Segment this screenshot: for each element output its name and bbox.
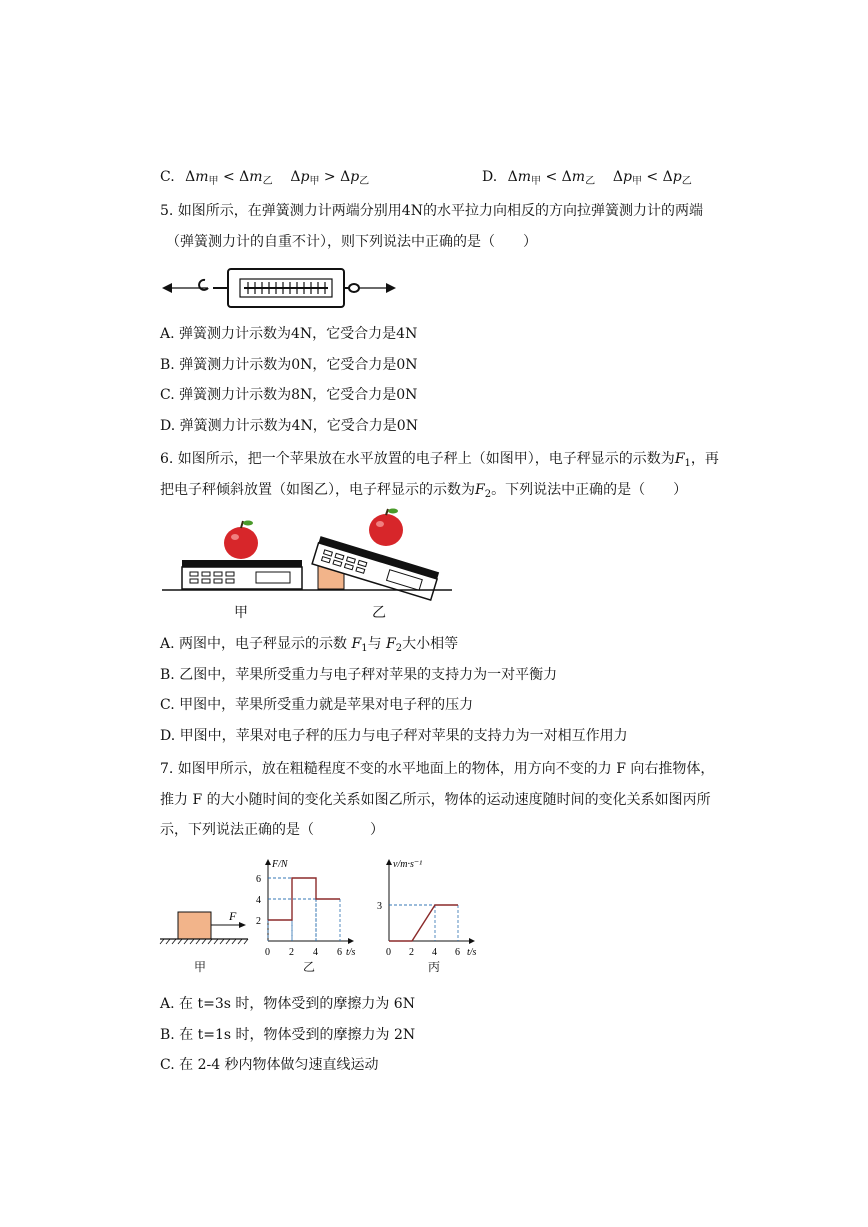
force-time-chart xyxy=(255,855,380,960)
q7-option-a[interactable]: A. 在 t=3s 时，物体受到的摩擦力为 6N xyxy=(160,996,415,1012)
q5-stem-line1: 5. 如图所示，在弹簧测力计两端分别用4N的水平拉力向相反的方向拉弹簧测力计的两端 xyxy=(160,203,703,219)
y-axis-label: v/m·s⁻¹ xyxy=(393,859,423,870)
velocity-time-chart xyxy=(378,855,498,960)
q6-stem-line1 xyxy=(160,449,719,474)
q4-option-c-formula: $\Delta m_甲 < \Delta m_乙$ $\Delta p_甲 > \Delta p_乙$ xyxy=(185,169,370,187)
q6-option-b[interactable]: B. 乙图中，苹果所受重力与电子秤对苹果的支持力为一对平衡力 xyxy=(160,667,558,683)
q7-option-b[interactable]: B. 在 t=1s 时，物体受到的摩擦力为 2N xyxy=(160,1027,416,1043)
y-tick-label: 6 xyxy=(256,874,261,885)
x-tick-label: 4 xyxy=(313,947,318,958)
q6-option-a-f1-sub: 1 xyxy=(361,643,368,654)
q6-option-c[interactable]: C. 甲图中，苹果所受重力就是苹果对电子秤的压力 xyxy=(160,697,474,713)
block-figure xyxy=(158,905,253,947)
x-axis-label: t/s xyxy=(467,947,477,958)
x-tick-label: 4 xyxy=(432,947,437,958)
x-tick-label: 0 xyxy=(265,947,270,958)
q6-option-a-tail: 大小相等 xyxy=(402,636,459,652)
q6-f1-symbol: F xyxy=(674,451,685,467)
q6-stem-line2 xyxy=(160,480,687,505)
y-tick-label: 2 xyxy=(256,916,261,927)
x-tick-label: 0 xyxy=(386,947,391,958)
q5-option-d[interactable]: D. 弹簧测力计示数为4N，它受合力是0N xyxy=(160,418,418,434)
series-line xyxy=(389,905,458,941)
x-axis-arrow xyxy=(348,938,354,944)
q6-option-a-f1: F xyxy=(347,636,362,652)
q6-option-a-f2-sub: 2 xyxy=(395,643,403,654)
block-force-label: F xyxy=(229,909,237,923)
y-tick-label: 4 xyxy=(256,895,261,906)
q6-stem2-tail: 。下列说法中正确的是（ ） xyxy=(491,482,688,498)
q6-f2-sub: 2 xyxy=(484,489,492,500)
x-tick-label: 2 xyxy=(289,947,294,958)
q6-option-a-and: 与 xyxy=(367,636,382,652)
q4-option-c[interactable] xyxy=(160,167,369,192)
q4-option-d[interactable] xyxy=(482,167,692,192)
q7-label-bing: 丙 xyxy=(428,960,441,974)
spring-scale-figure xyxy=(160,266,400,308)
q6-stem2-text: 把电子秤倾斜放置（如图乙），电子秤显示的示数为 xyxy=(160,482,475,498)
q6-option-a-f2: F xyxy=(381,636,396,652)
x-axis-arrow xyxy=(469,938,475,944)
q7-label-yi: 乙 xyxy=(303,960,316,974)
q5-option-b[interactable]: B. 弹簧测力计示数为0N，它受合力是0N xyxy=(160,357,418,373)
q6-f1-sub: 1 xyxy=(684,458,691,469)
q6-option-a[interactable] xyxy=(160,634,458,659)
q5-stem-line2: （弹簧测力计的自重不计），则下列说法中正确的是（ ） xyxy=(166,234,537,250)
q6-f2-symbol: F xyxy=(475,482,485,498)
q4-option-c-letter: C. xyxy=(160,169,175,185)
q7-option-c[interactable]: C. 在 2-4 秒内物体做匀速直线运动 xyxy=(160,1057,379,1073)
q5-option-c[interactable]: C. 弹簧测力计示数为8N，它受合力是0N xyxy=(160,387,418,403)
q7-label-jia: 甲 xyxy=(194,960,207,974)
y-axis-label: F/N xyxy=(272,859,288,870)
q5-option-a[interactable]: A. 弹簧测力计示数为4N，它受合力是4N xyxy=(160,326,418,342)
y-tick-label: 3 xyxy=(377,901,382,912)
q6-stem1-text: 6. 如图所示，把一个苹果放在水平放置的电子秤上（如图甲），电子秤显示的示数为 xyxy=(160,451,675,467)
x-tick-label: 6 xyxy=(455,947,460,958)
q6-label-yi: 乙 xyxy=(372,605,386,621)
q4-option-d-letter: D. xyxy=(482,169,498,185)
q7-stem-line1: 7. 如图甲所示，放在粗糙程度不变的水平地面上的物体，用方向不变的力 F 向右推物体， xyxy=(160,761,715,777)
q6-label-jia: 甲 xyxy=(234,605,248,621)
q6-option-a-text: A. 两图中，电子秤显示的示数 xyxy=(160,636,348,652)
x-axis-label: t/s xyxy=(346,947,356,958)
y-axis-arrow xyxy=(265,859,271,865)
q7-stem-line3: 示，下列说法正确的是（ ） xyxy=(160,822,384,838)
x-tick-label: 6 xyxy=(337,947,342,958)
x-tick-label: 2 xyxy=(409,947,414,958)
q7-stem-line2: 推力 F 的大小随时间的变化关系如图乙所示，物体的运动速度随时间的变化关系如图丙所 xyxy=(160,792,711,808)
q6-stem1-tail: ，再 xyxy=(690,451,719,467)
q4-option-d-formula: $\Delta m_甲 < \Delta m_乙$ $\Delta p_甲 < \Delta p_乙$ xyxy=(507,169,692,187)
q6-option-d[interactable]: D. 甲图中，苹果对电子秤的压力与电子秤对苹果的支持力为一对相互作用力 xyxy=(160,728,628,744)
apple-scale-figure xyxy=(160,508,460,593)
y-axis-arrow xyxy=(386,859,392,865)
